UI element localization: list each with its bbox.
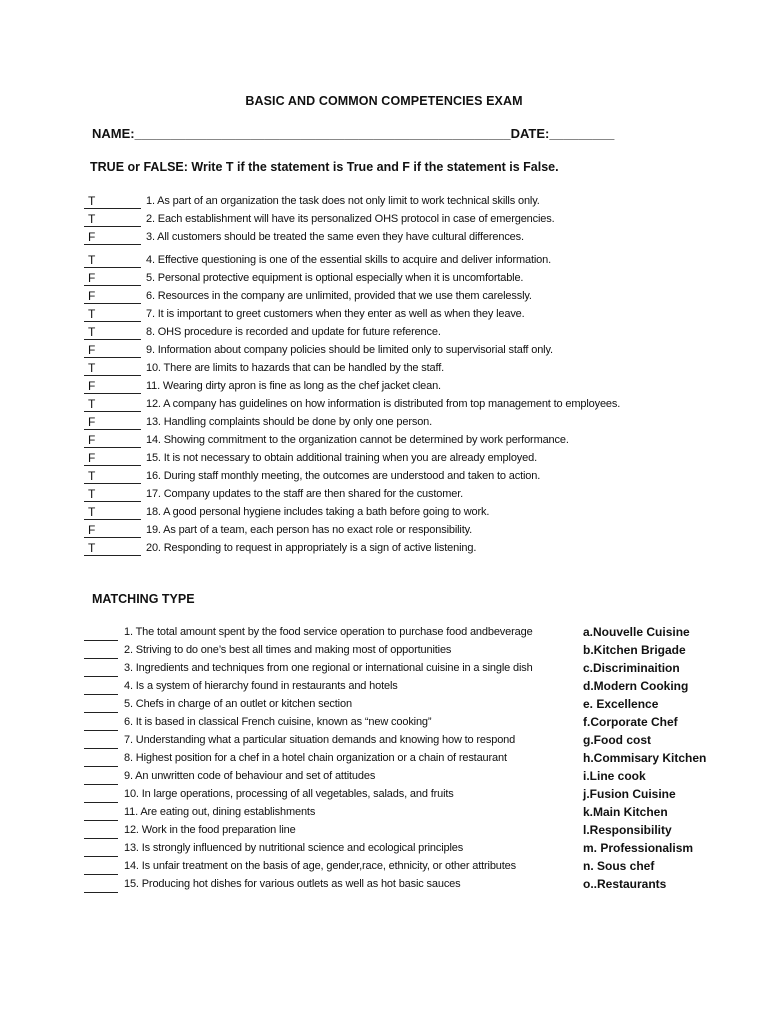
matching-answer-blank[interactable] [84,624,118,641]
matching-answer-blank[interactable] [84,678,118,695]
tf-statement: 15. It is not necessary to obtain additional training when you are already employed. [146,452,537,464]
matching-description: 2. Striving to do one’s best all times and making most of opportunities [124,644,452,656]
matching-choice: b.Kitchen Brigade [583,643,686,657]
tf-statement: 10. There are limits to hazards that can be handled by the staff. [146,362,445,374]
tf-answer[interactable]: T [84,306,141,322]
matching-answer-blank[interactable] [84,876,118,893]
tf-answer[interactable]: F [84,288,141,304]
matching-description: 15. Producing hot dishes for various outlets as well as hot basic sauces [124,878,461,890]
tf-statement: 12. A company has guidelines on how information is distributed from top management to employees. [146,398,621,410]
tf-statement: 2. Each establishment will have its personalized OHS protocol in case of emergencies. [146,213,555,225]
matching-choice: n. Sous chef [583,859,655,873]
matching-choice: j.Fusion Cuisine [583,787,676,801]
matching-description: 1. The total amount spent by the food service operation to purchase food andbeverage [124,626,533,638]
exam-title: BASIC AND COMMON COMPETENCIES EXAM [245,94,523,108]
matching-description: 4. Is a system of hierarchy found in restaurants and hotels [124,680,398,692]
matching-choice: c.Discriminaition [583,661,680,675]
tf-statement: 18. A good personal hygiene includes taking a bath before going to work. [146,506,490,518]
tf-statement: 14. Showing commitment to the organization cannot be determined by work performance. [146,434,569,446]
matching-answer-blank[interactable] [84,696,118,713]
matching-description: 8. Highest position for a chef in a hotel chain organization or a chain of restaurant [124,752,507,764]
tf-statement: 7. It is important to greet customers when they enter as well as when they leave. [146,308,525,320]
tf-answer[interactable]: F [84,229,141,245]
tf-statement: 5. Personal protective equipment is optional especially when it is uncomfortable. [146,272,524,284]
matching-choice: e. Excellence [583,697,659,711]
matching-choice: d.Modern Cooking [583,679,689,693]
matching-description: 12. Work in the food preparation line [124,824,296,836]
tf-statement: 11. Wearing dirty apron is fine as long as the chef jacket clean. [146,380,441,392]
matching-answer-blank[interactable] [84,822,118,839]
tf-statement: 9. Information about company policies should be limited only to supervisorial staff only. [146,344,553,356]
tf-statement: 8. OHS procedure is recorded and update for future reference. [146,326,441,338]
tf-answer[interactable]: F [84,270,141,286]
matching-choice: f.Corporate Chef [583,715,678,729]
matching-choice: i.Line cook [583,769,646,783]
matching-answer-blank[interactable] [84,804,118,821]
tf-statement: 4. Effective questioning is one of the essential skills to acquire and deliver information. [146,254,551,266]
matching-answer-blank[interactable] [84,732,118,749]
matching-choice: h.Commisary Kitchen [583,751,707,765]
tf-answer[interactable]: F [84,432,141,448]
tf-answer[interactable]: T [84,540,141,556]
matching-description: 10. In large operations, processing of all vegetables, salads, and fruits [124,788,454,800]
matching-description: 5. Chefs in charge of an outlet or kitchen section [124,698,352,710]
tf-answer[interactable]: F [84,378,141,394]
matching-answer-blank[interactable] [84,786,118,803]
matching-answer-blank[interactable] [84,840,118,857]
tf-statement: 1. As part of an organization the task does not only limit to work technical skills only. [146,195,540,207]
tf-statement: 16. During staff monthly meeting, the outcomes are understood and taken to action. [146,470,541,482]
matching-choice: k.Main Kitchen [583,805,668,819]
tf-statement: 3. All customers should be treated the same even they have cultural differences. [146,231,524,243]
tf-answer[interactable]: T [84,252,141,268]
tf-answer[interactable]: T [84,468,141,484]
tf-statement: 19. As part of a team, each person has no exact role or responsibility. [146,524,473,536]
matching-description: 3. Ingredients and techniques from one regional or international cuisine in a single dish [124,662,533,674]
matching-description: 7. Understanding what a particular situation demands and knowing how to respond [124,734,516,746]
matching-title: MATCHING TYPE [92,592,195,606]
matching-choice: g.Food cost [583,733,651,747]
tf-statement: 17. Company updates to the staff are then shared for the customer. [146,488,464,500]
tf-statement: 20. Responding to request in appropriately is a sign of active listening. [146,542,477,554]
matching-choice: l.Responsibility [583,823,672,837]
tf-answer[interactable]: T [84,360,141,376]
tf-answer[interactable]: F [84,450,141,466]
name-date-line: NAME:____________________________________________________DATE:_________ [92,126,615,141]
tf-answer[interactable]: T [84,504,141,520]
tf-answer[interactable]: T [84,486,141,502]
matching-description: 13. Is strongly influenced by nutritional science and ecological principles [124,842,464,854]
tf-answer[interactable]: T [84,193,141,209]
tf-statement: 13. Handling complaints should be done by only one person. [146,416,433,428]
matching-description: 9. An unwritten code of behaviour and set of attitudes [124,770,376,782]
matching-answer-blank[interactable] [84,750,118,767]
tf-answer[interactable]: T [84,211,141,227]
matching-choice: a.Nouvelle Cuisine [583,625,690,639]
matching-description: 11. Are eating out, dining establishments [124,806,316,818]
matching-description: 14. Is unfair treatment on the basis of age, gender,race, ethnicity, or other attributes [124,860,516,872]
tf-answer[interactable]: F [84,342,141,358]
tf-statement: 6. Resources in the company are unlimited, provided that we use them carelessly. [146,290,532,302]
true-false-instruction: TRUE or FALSE: Write T if the statement is True and F if the statement is False. [90,160,559,174]
matching-answer-blank[interactable] [84,768,118,785]
matching-answer-blank[interactable] [84,660,118,677]
matching-answer-blank[interactable] [84,858,118,875]
matching-answer-blank[interactable] [84,642,118,659]
matching-choice: o..Restaurants [583,877,667,891]
tf-answer[interactable]: F [84,522,141,538]
tf-answer[interactable]: F [84,414,141,430]
matching-description: 6. It is based in classical French cuisine, known as “new cooking” [124,716,432,728]
tf-answer[interactable]: T [84,396,141,412]
matching-choice: m. Professionalism [583,841,694,855]
matching-answer-blank[interactable] [84,714,118,731]
tf-answer[interactable]: T [84,324,141,340]
